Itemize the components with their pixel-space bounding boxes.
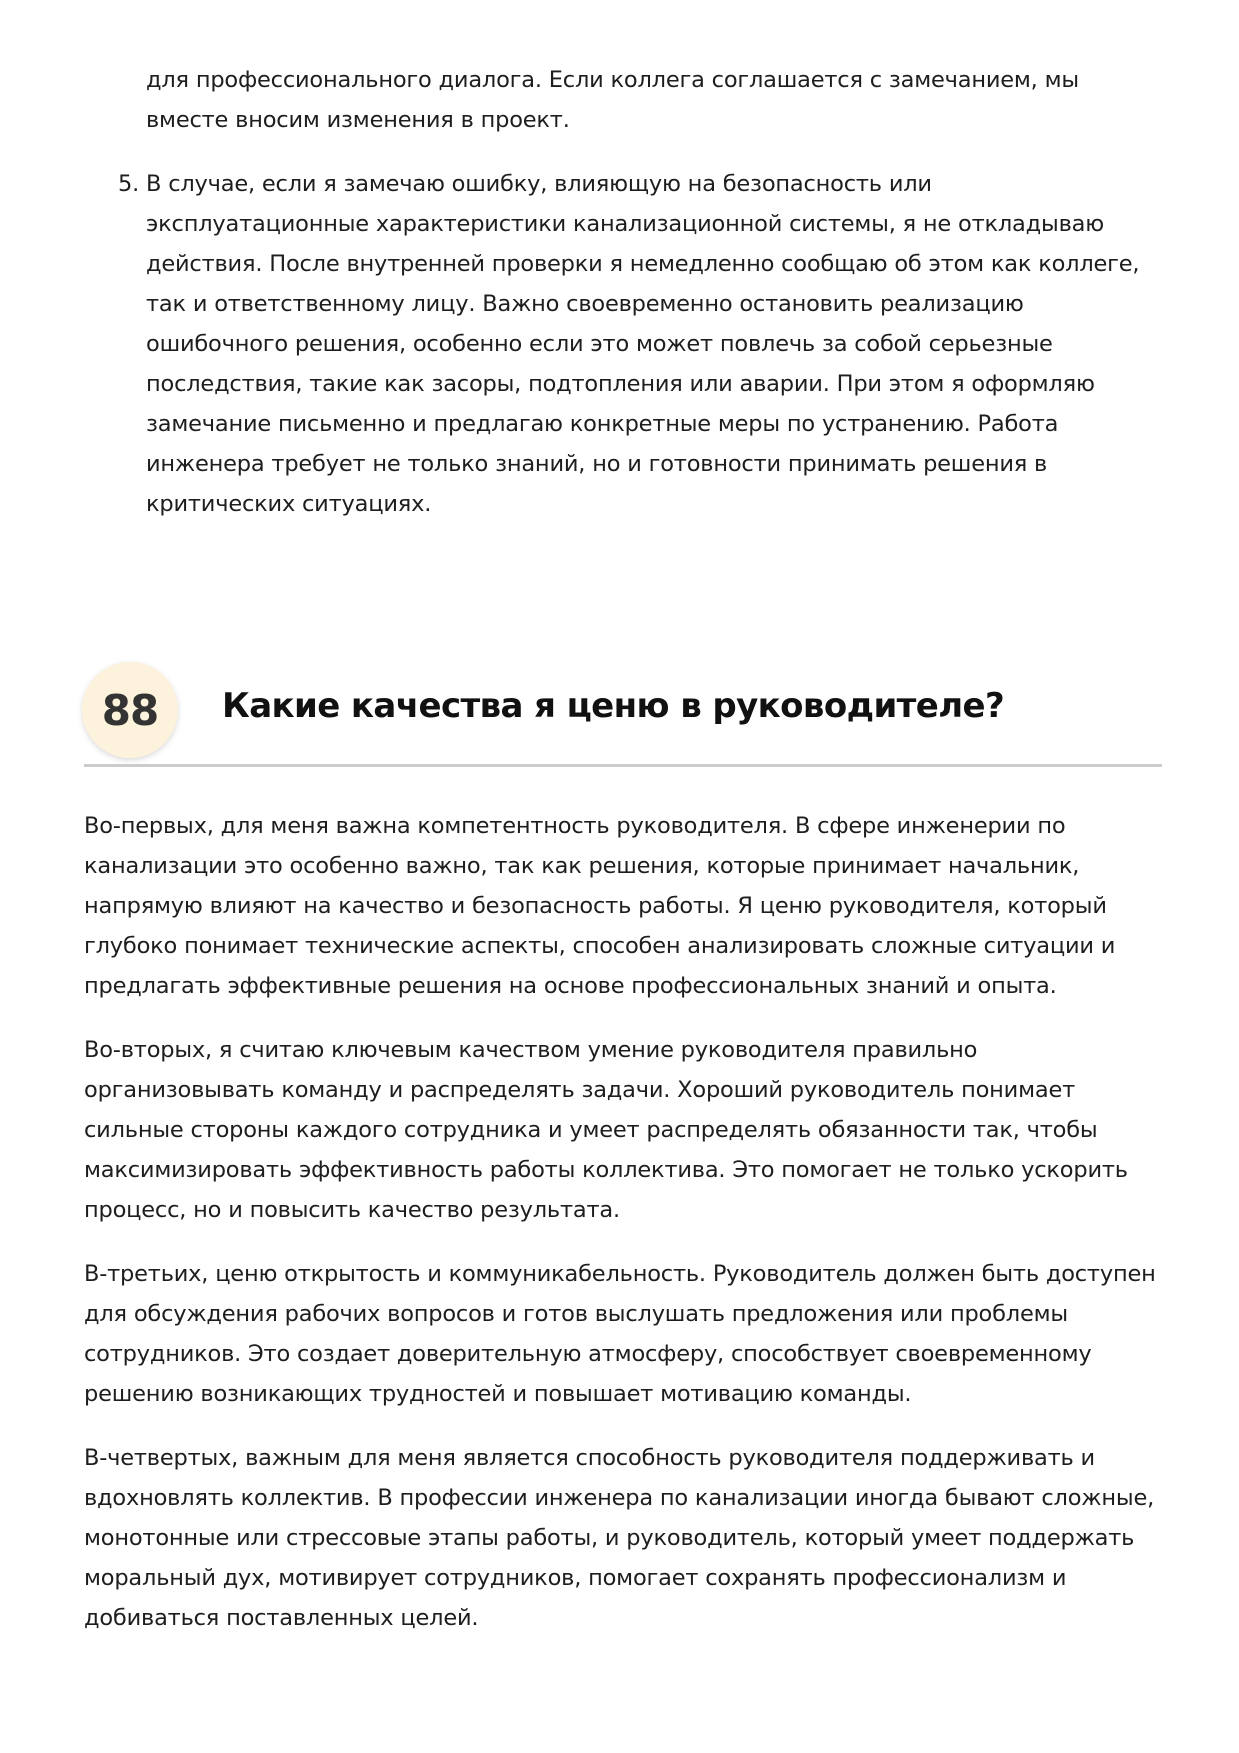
paragraph-3: В-третьих, ценю открытость и коммуникабельность. Руководитель должен быть доступен для обсуждения рабочих вопросов и готов выслушать предложения или проблемы сотрудников. Это создает доверительную атмосферу, способствует своевременному решению возникающих трудностей и повышает мотивацию команды. [84,1261,1156,1407]
section-body [84,806,1164,1662]
list-item-text: В случае, если я замечаю ошибку, влияющую на безопасность или эксплуатационные характеристики канализационной системы, я не откладываю действия. После внутренней проверки я немедленно сообщаю об этом как коллеге, так и ответственному лицу. Важно своевременно остановить реализацию ошибочного решения, особенно если это может повлечь за собой серьезные последствия, такие как засоры, подтопления или аварии. При этом я оформляю замечание письменно и предлагаю конкретные меры по устранению. Работа инженера требует не только знаний, но и готовности принимать решения в критических ситуациях. [146,171,1140,517]
section-divider [84,764,1162,767]
list-item-4-continuation: для профессионального диалога. Если коллега соглашается с замечанием, мы вместе вносим изменения в проект. [146,67,1079,133]
section-number-badge: 88 [82,662,178,758]
list-item-5 [118,164,1158,524]
list-item-number: 5. [118,171,140,197]
paragraph-1: Во-первых, для меня важна компетентность руководителя. В сфере инженерии по канализации это особенно важно, так как решения, которые принимает начальник, напрямую влияют на качество и безопасность работы. Я ценю руководителя, который глубоко понимает технические аспекты, способен анализировать сложные ситуации и предлагать эффективные решения на основе профессиональных знаний и опыта. [84,813,1116,999]
paragraph-4: В-четвертых, важным для меня является способность руководителя поддерживать и вдохновлять коллектив. В профессии инженера по канализации иногда бывают сложные, монотонные или стрессовые этапы работы, и руководитель, который умеет поддержать моральный дух, мотивирует сотрудников, помогает сохранять профессионализм и добиваться поставленных целей. [84,1445,1155,1631]
paragraph-2: Во-вторых, я считаю ключевым качеством умение руководителя правильно организовывать команду и распределять задачи. Хороший руководитель понимает сильные стороны каждого сотрудника и умеет распределять обязанности так, чтобы максимизировать эффективность работы коллектива. Это помогает не только ускорить процесс, но и повысить качество результата. [84,1037,1128,1223]
section-title: Какие качества я ценю в руководителе? [222,686,1005,726]
